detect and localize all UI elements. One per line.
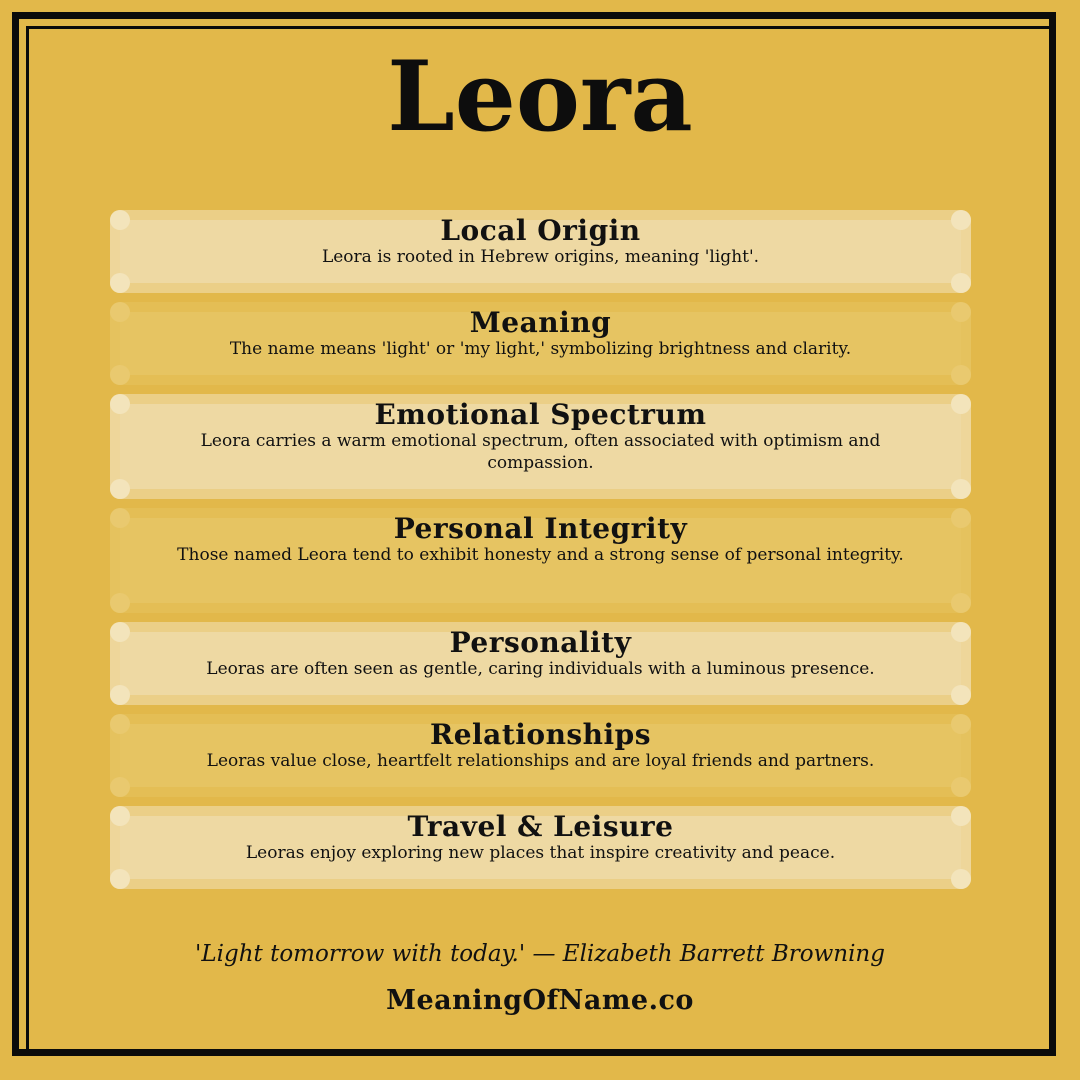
section-text: Leoras enjoy exploring new places that inspire creativity and peace. [245,843,836,863]
name-title: Leora [387,40,693,153]
section-card-personality [110,622,971,705]
section-text: The name means 'light' or 'my light,' symbolizing brightness and clarity. [229,339,852,359]
corner-dot-icon [110,777,130,797]
section-text: Leoras value close, heartfelt relationships and are loyal friends and partners. [206,751,875,771]
section-title: Relationships [429,718,652,751]
section-card-meaning [110,302,971,385]
section-text: Those named Leora tend to exhibit honesty and a strong sense of personal integrity. [177,545,904,565]
site-name: MeaningOfName.co [386,985,694,1016]
corner-dot-icon [951,479,971,499]
section-card-travel-leisure [110,806,971,889]
section-title: Emotional Spectrum [374,398,707,431]
corner-dot-icon [110,685,130,705]
section-card-relationships [110,714,971,797]
section-title: Meaning [469,306,612,339]
corner-dot-icon [110,273,130,293]
corner-dot-icon [951,685,971,705]
section-card-emotional-spectrum [110,394,971,499]
section-card-local-origin [110,210,971,293]
corner-dot-icon [110,365,130,385]
section-text: Leora is rooted in Hebrew origins, meaning 'light'. [321,247,760,267]
section-title: Personality [449,626,632,659]
section-title: Personal Integrity [393,512,688,545]
corner-dot-icon [951,869,971,889]
corner-dot-icon [951,593,971,613]
section-title: Travel & Leisure [407,810,674,843]
corner-dot-icon [951,365,971,385]
section-title: Local Origin [440,214,641,247]
section-text: Leora carries a warm emotional spectrum, often associated with optimism and compassion. [200,431,881,473]
quote: 'Light tomorrow with today.' — Elizabeth Barrett Browning [195,941,885,967]
corner-dot-icon [110,479,130,499]
corner-dot-icon [110,593,130,613]
corner-dot-icon [951,777,971,797]
section-card-personal-integrity [110,508,971,613]
corner-dot-icon [951,273,971,293]
section-text: Leoras are often seen as gentle, caring individuals with a luminous presence. [206,659,875,679]
corner-dot-icon [110,869,130,889]
